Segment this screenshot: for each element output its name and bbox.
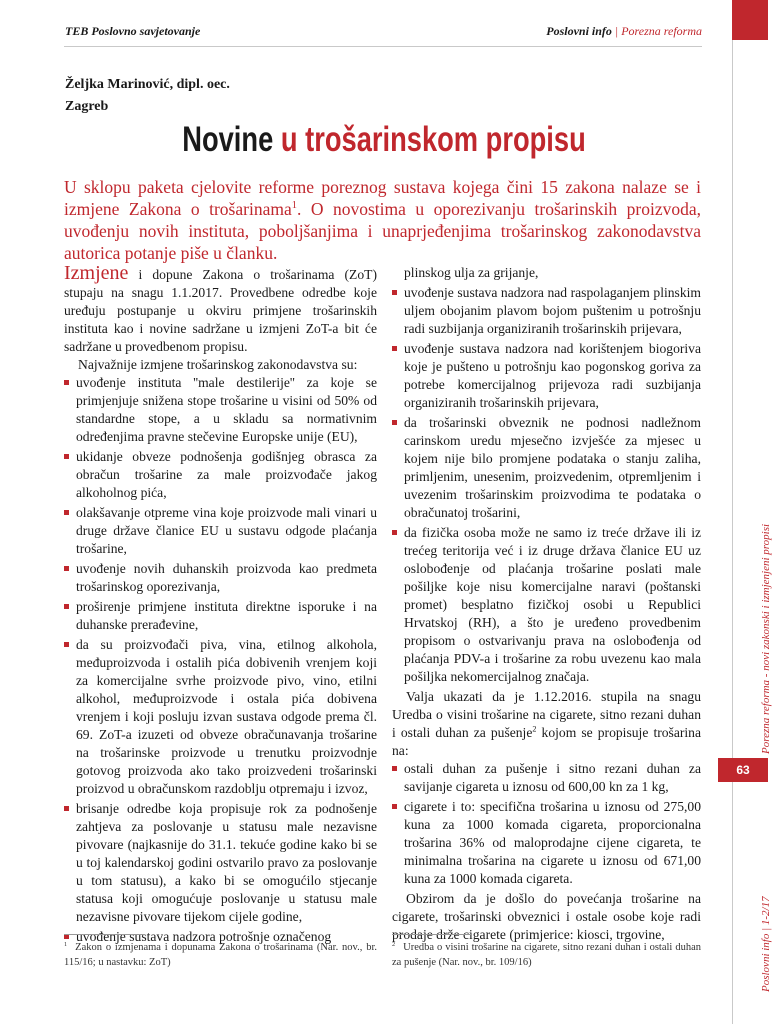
lead-paragraph [64, 264, 377, 356]
footnote-2 [392, 940, 701, 970]
list-item-continued: plinskog ulja za grijanje, [404, 265, 539, 280]
list-item: ukidanje obveze podnošenja godišnjeg obrasca za obračun trošarine za male proizvođače jakog alkoholnog pića, [64, 448, 377, 502]
author-name: Željka Marinović, dipl. oec. [65, 77, 230, 92]
author-block [65, 74, 230, 118]
article-intro [64, 176, 701, 264]
sidebar-red-tab [732, 0, 768, 40]
footnote-2-text: Uredba o visini trošarine na cigarete, sitno rezani duhan i ostali duhan za pušenje (Nar. nov., br. 109/16) [392, 942, 701, 968]
article-title [84, 120, 683, 160]
list-item: da su proizvođači piva, vina, etilnog alkohola, međuproizvoda i ostalih pića dobivenih vrenjem koji za komercijalne svrhe proizvode pivo, vino, etilni alkohol, međuproizvode i ostala pića dobivena vrenjem i koji posluju izvan sustava odgode prema čl. 69. ZoT-a izuzeti od obveze obračunavanja trošarine na trošarinske proizvode u trenutku proizvodnje gotovog proizvoda ako tako proizvedeni trošarinski proizvod u obračunskom razdoblju otpremaju i izvoz, [64, 636, 377, 798]
running-header [546, 24, 702, 39]
list-item: proširenje primjene instituta direktne isporuke i na duhanske prerađevine, [64, 598, 377, 634]
list-item: uvođenje sustava nadzora nad korištenjem biogoriva koje je pušteno u potrošnju kao pogonskog goriva za potrebe komercijalnog prijevoza radi suzbijanja organiziranih trošarinskih prijevara, [392, 340, 701, 412]
list-item: ostali duhan za pušenje i sitno rezani duhan za savijanje cigareta u iznosu od 600,00 kn za 1 kg, [392, 760, 701, 796]
para2-footnote-ref[interactable]: 2 [532, 724, 537, 734]
changes-list-continued [392, 264, 701, 686]
footnote-2-number: 2 [392, 940, 396, 948]
sidebar-issue-label: Poslovni info | 1-2/17 [760, 896, 772, 992]
intro-footnote-ref[interactable]: 1 [291, 200, 297, 212]
title-part-1: Novine [182, 120, 274, 159]
list-item: uvođenje novih duhanskih proizvoda kao predmeta trošarinskog oporezivanja, [64, 560, 377, 596]
changes-list [64, 374, 377, 946]
list-item: uvođenje sustava nadzora potrošnje označenog [64, 928, 377, 946]
list-item: brisanje odredbe koja propisuje rok za podnošenje zahtjeva za poslovanje u statusu male nezavisne pivovare (najkasnije do 31.1. tekuće godine kako bi se u toj kalendarskoj godini ostvarilo pravo za poslovanje u tom statusu), a kako bi se omogućilo stjecanje statusa koji omogućuje poslovanje u statusu male nezavisne pivovare tijekom cijele godine, [64, 800, 377, 926]
left-column [64, 264, 377, 948]
author-city: Zagreb [65, 99, 109, 114]
list-item: olakšavanje otpreme vina koje proizvode mali vinari u druge države članice EU u sustavu odgode plaćanja trošarine, [64, 504, 377, 558]
right-column [392, 264, 701, 944]
para2-text-b: kojom se propisuje trošarina na: [392, 725, 701, 758]
footnote-1-number: 1 [64, 940, 68, 948]
list-item: cigarete i to: specifična trošarina u iznosu od 275,00 kuna za 1000 komada cigareta, proporcionalna trošarina 36% od maloprodajne cijene cigareta, te minimalna trošarina na cigarete u iznosu od 671,00 kuna za 1000 komada cigareta. [392, 798, 701, 888]
sidebar-rule [732, 40, 733, 1024]
list-item: da trošarinski obveznik ne podnosi nadležnom carinskom uredu mjesečno izvješće za mjesec u kojem nije bilo promjene podataka o stanju zaliha, primljenim, unesenim, proizvedenim, otpremljenim i uvezenim trošarinskim proizvodima te podataka o obračunatoj trošarini, [392, 414, 701, 522]
intro-text-b: . O novostima u oporezivanju trošarinskih proizvoda, uvođenju novih instituta, poboljšanjima i unaprjeđenjima trošarinskog zakonodavstva autorica potanje piše u članku. [64, 199, 702, 263]
header-section: Poslovni info [546, 24, 612, 38]
lead-word: Izmjene [64, 262, 129, 284]
footnote-rule-right [392, 934, 472, 935]
header-separator: | [614, 24, 619, 38]
closing-paragraph: Obzirom da je došlo do povećanja trošarine na cigarete, trošarinski obveznici i ostale osobe koje radi prodaje drže cigarete (primjerice: kiosci, trgovine, [392, 891, 701, 942]
header-topic: Porezna reforma [621, 24, 702, 38]
footnote-1 [64, 940, 377, 970]
para2-text-a: Valja ukazati da je 1.12.2016. stupila na snagu Uredba o visini trošarine na cigarete, sitno rezani duhan i ostali duhan za pušenje [392, 689, 701, 740]
footnote-1-text: Zakon o izmjenama i dopunama Zakona o trošarinama (Nar. nov., br. 115/16; u nastavku: ZoT) [64, 942, 377, 968]
header-rule [64, 46, 702, 47]
regulation-paragraph [392, 688, 701, 760]
footnote-rule-left [64, 934, 144, 935]
page-sidebar [718, 0, 772, 1024]
list-item: uvođenje sustava nadzora nad raspolaganjem plinskim uljem obojanim plavom bojom puštenim u potrošnju radi suzbijanja organiziranih trošarinskih prijevara, [392, 284, 701, 338]
list-item: da fizička osoba može ne samo iz treće države ili iz trećeg teritorija već i iz druge država članice EU uz oslobođenje od plaćanja trošarine poslati male pošiljke koje nisu komercijalne naravi (poštanski promet) besplatno fizičkoj osobi u Republici Hrvatskoj (RH), a što je uređeno provedbenim propisom o ostvarivanju prava na oslobođenja od plaćanja PDV-a i trošarine za robu uvezenu kao mala pošiljka nekomercijalnog značaja. [392, 524, 701, 686]
excise-list [392, 760, 701, 888]
list-intro: Najvažnije izmjene trošarinskog zakonodavstva su: [78, 357, 358, 372]
publication-name: TEB Poslovno savjetovanje [65, 24, 201, 38]
sidebar-vertical-title: Porezna reforma - novi zakonski i izmjenjeni propisi [760, 523, 772, 754]
list-item: uvođenje instituta ''male destilerije'' za koje se primjenjuje snižena stope trošarine u visini od 50% od standardne stope, a u skladu sa normativnim određenjima pravne stečevine Europske unije (EU), [64, 374, 377, 446]
page-number: 63 [718, 758, 768, 782]
title-part-2: u trošarinskom propisu [280, 120, 586, 159]
intro-text-a: U sklopu paketa cjelovite reforme poreznog sustava kojega čini 15 zakona nalaze se i izmjene Zakona o trošarinama [64, 177, 701, 219]
lead-text: i dopune Zakona o trošarinama (ZoT) stupaju na snagu 1.1.2017. Provedbene odredbe koje uređuju postupanje u okviru primjene trošarinskih instituta kao i novine sadržane u izmjeni ZoT-a bit će sadržane u provedbenom propisu. [64, 267, 377, 354]
